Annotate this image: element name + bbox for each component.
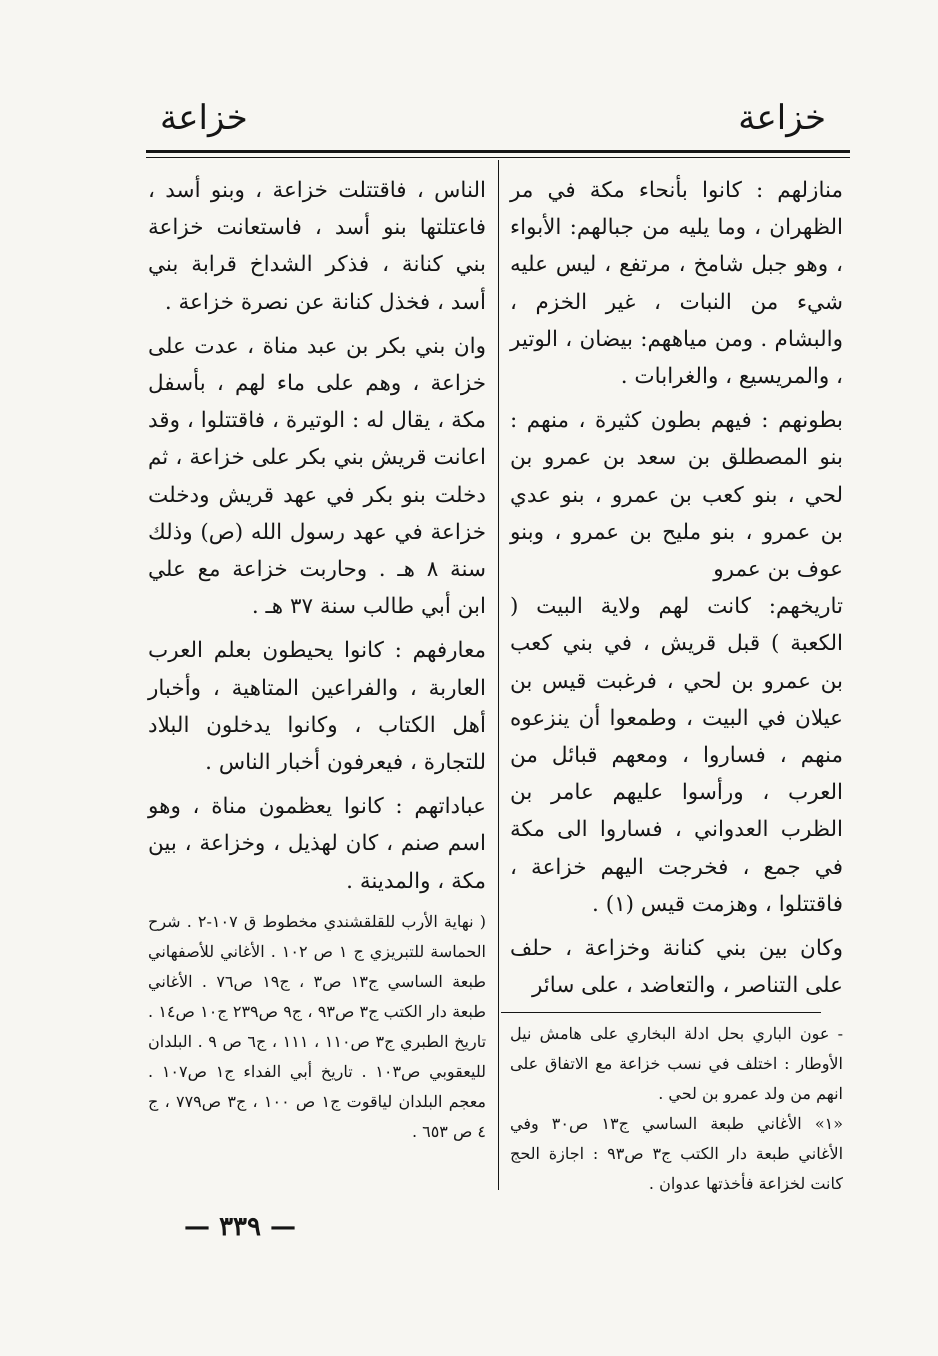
paragraph-history: تاريخهم: كانت لهم ولاية البيت ( الكعبة ) قبل قريش ، في بني كعب بن عمرو بن لحي ، فرغبت قيس بن عيلان في البيت ، وطمعوا أن ينزعوه منهم ، فساروا ، ومعهم قبائل من العرب ، ورأسوا عليهم عامر بن الظرب العدواني ، فساروا الى مكة في جمع ، فخرجت اليهم خزاعة ، فاقتتلوا ، وهزمت قيس (١) . — [510, 594, 843, 917]
paragraph-banu-bakr: وان بني بكر بن عبد مناة ، عدت على خزاعة ، وهم على ماء لهم ، بأسفل مكة ، يقال له : الوتيرة ، فاقتتلوا ، وقد اعانت قريش بني بكر على خزاعة ، ثم دخلت بنو بكر في عهد قريش ودخلت خزاعة في عهد رسول الله (ص) وذلك سنة ٨ هـ . وحاربت خزاعة مع علي ابن أبي طالب سنة ٣٧ هـ . — [148, 333, 486, 620]
footnote-2: «١» الأغاني طبعة الساسي ج١٣ ص٣٠ وفي الأغاني طبعة دار الكتب ج٣ ص٩٣ : اجازة الحج كانت لخزاعة فأخذتها عدوان . — [510, 1114, 844, 1194]
paragraph-alliance: وكان بين بني كنانة وخزاعة ، حلف على التناصر ، والتعاضد ، على سائر — [510, 936, 843, 999]
footnote-rule — [501, 1012, 821, 1013]
page-number: — ٣٣٩ — — [184, 1212, 297, 1242]
paragraph-dwellings: منازلهم : كانوا بأنحاء مكة في مر الظهران ، وما يليه من جبالهم: الأبواء ، وهو جبل شامخ ، مرتفع ، ليس عليه شيء من النبات ، غير الخزم ، والبشام . ومن مياههم: بيضان ، الوتير ، والمريسيع ، والغرابات . — [510, 178, 843, 390]
right-column — [510, 172, 843, 1199]
paragraph-worship: عباداتهم : كانوا يعظمون مناة ، وهو اسم صنم ، كان لهذيل ، وخزاعة ، بين مكة ، والمدينة . — [148, 794, 486, 894]
paragraph-clans: بطونهم : فيهم بطون كثيرة ، منهم : بنو المصطلق بن سعد بن عمرو بن لحي ، بنو كعب بن عمرو ، بنو عدي بن عمرو ، بنو مليح بن عمرو ، وبنو عوف بن عمرو — [510, 408, 843, 583]
paragraph-conflict: الناس ، فاقتتلت خزاعة ، وبنو أسد ، فاعتلتها بنو أسد ، فاستعانت خزاعة بني كنانة ، فذكر الشداخ قرابة بني أسد ، فخذل كنانة عن نصرة خزاعة . — [148, 178, 486, 315]
header-rule-thin — [146, 157, 850, 158]
running-header-left: خزاعة — [160, 98, 248, 138]
running-header-right: خزاعة — [738, 98, 826, 138]
paragraph-knowledge: معارفهم : كانوا يحيطون بعلم العرب العاربة ، والفراعين المتاهية ، وأخبار أهل الكتاب ، وكانوا يدخلون البلاد للتجارة ، فيعرفون أخبار الناس . — [148, 638, 486, 776]
column-divider — [498, 160, 499, 1190]
footnote-1: - عون الباري بحل ادلة البخاري على هامش نيل الأوطار : اختلف في نسب خزاعة مع الاتفاق على انهم من ولد عمرو بن لحي . — [510, 1024, 843, 1104]
header-rule-thick — [146, 150, 850, 153]
left-column — [148, 172, 486, 1147]
references: ( نهاية الأرب للقلقشندي مخطوط ق ١٠٧-٢ . شرح الحماسة للتبريزي ج ١ ص ١٠٢ . الأغاني للأصفهاني طبعة الساسي ج١٣ ص٣ ، ج١٩ ص٧٦ . الأغاني طبعة دار الكتب ج٣ ص٩٣ ، ج٩ ص٢٣٩ ج١٠ ص١٤ . تاريخ الطبري ج٣ ص١١٠ ، ١١١ ، ج٦ ص ٩ . البلدان لليعقوبي ص١٠٣ . تاريخ أبي الفداء ج١ ص١٠٧ . معجم البلدان لياقوت ج١ ص ١٠٠ ، ج٣ ص٧٧٩ ، ج ٤ ص ٦٥٣ . — [148, 911, 487, 1141]
